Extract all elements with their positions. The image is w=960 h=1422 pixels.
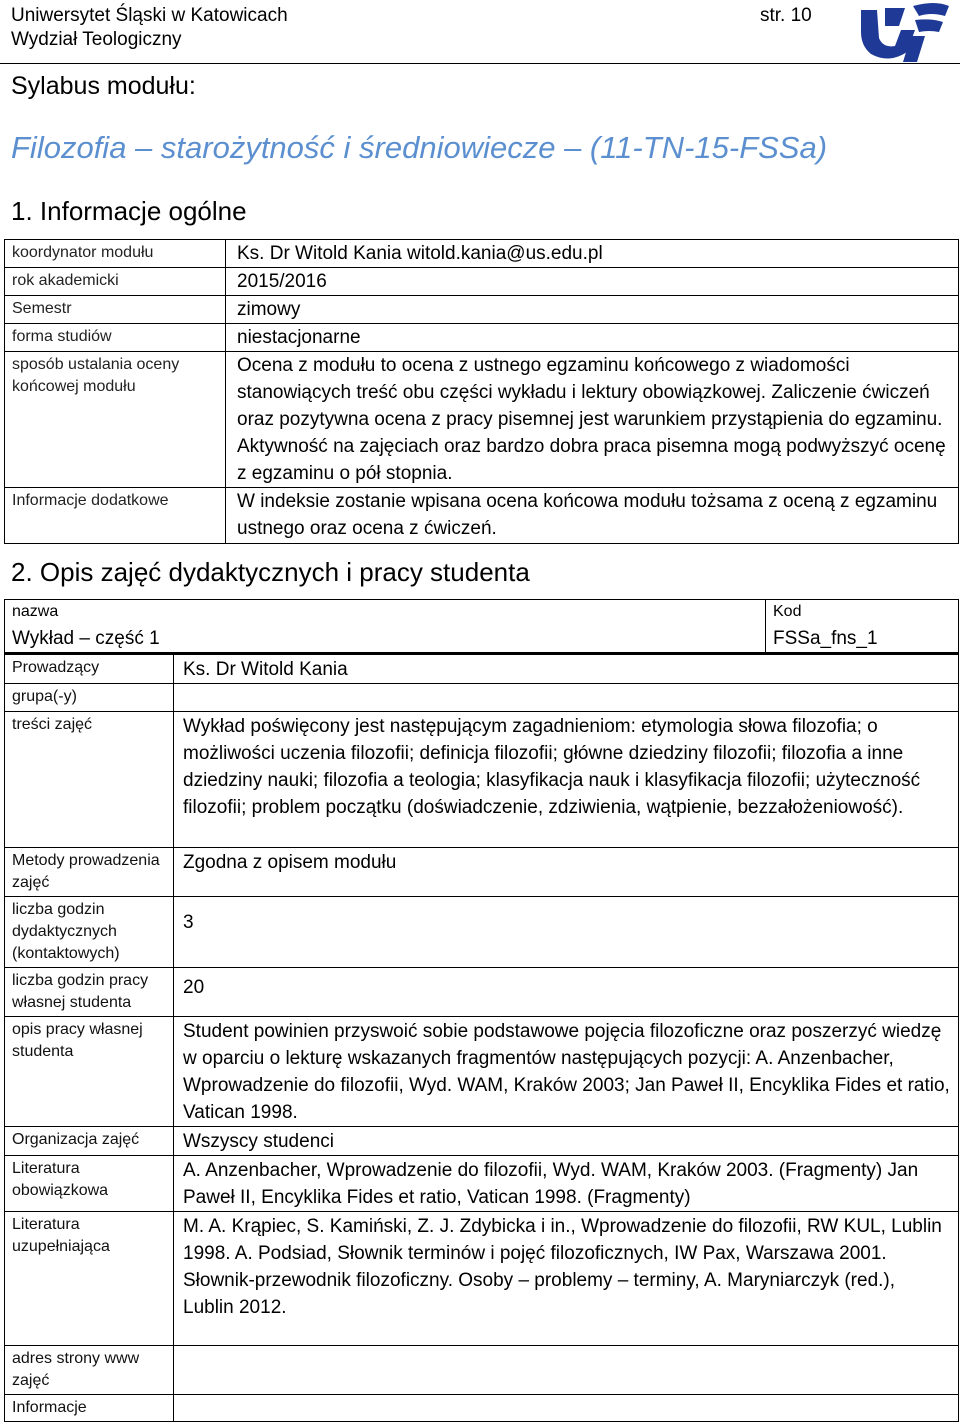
table-row xyxy=(5,897,959,968)
row-label: opis pracy własnej studenta xyxy=(5,1017,174,1127)
row-label: Literatura uzupełniająca xyxy=(5,1212,174,1346)
table-row xyxy=(5,1395,959,1422)
row-value: 3 xyxy=(174,897,959,968)
table-row xyxy=(5,600,959,626)
row-label: liczba godzin dydaktycznych (kontaktowych) xyxy=(5,897,174,968)
table-row xyxy=(5,1127,959,1156)
row-value: M. A. Krąpiec, S. Kamiński, Z. J. Zdybicka i in., Wprowadzenie do filozofii, RW KUL, Lublin 1998. A. Podsiad, Słownik terminów i pojęć filozoficznych, IW Pax, Warszawa 2001. Słownik-przewodnik filozoficzny. Osoby – problemy – terminy, A. Maryniarczyk (red.), Lublin 2012. xyxy=(174,1212,959,1346)
row-label: treści zajęć xyxy=(5,712,174,848)
row-value: 2015/2016 xyxy=(226,268,959,296)
table-row xyxy=(5,352,959,488)
table-row xyxy=(5,1346,959,1395)
row-label: Organizacja zajęć xyxy=(5,1127,174,1156)
table-row xyxy=(5,684,959,712)
name-label: nazwa xyxy=(5,600,766,626)
table-row xyxy=(5,296,959,324)
row-label: Informacje xyxy=(5,1395,174,1422)
row-label: Informacje dodatkowe xyxy=(5,488,226,544)
code-label: Kod xyxy=(766,600,959,626)
row-value: Wszyscy studenci xyxy=(174,1127,959,1156)
course-name: Wykład – część 1 xyxy=(5,626,766,653)
row-label: Literatura obowiązkowa xyxy=(5,1156,174,1212)
row-label: sposób ustalania oceny końcowej modułu xyxy=(5,352,226,488)
table-row xyxy=(5,968,959,1017)
row-value xyxy=(174,1395,959,1422)
section-course-heading: 2. Opis zajęć dydaktycznych i pracy studenta xyxy=(11,557,530,587)
university-name: Uniwersytet Śląski w Katowicach xyxy=(11,5,288,26)
row-value: Wykład poświęcony jest następującym zagadnieniom: etymologia słowa filozofia; o możliwości uczenia filozofii; definicja filozofii; główne dziedziny filozofii; filozofia a inne dziedziny nauki; filozofia a teologia; klasyfikacja nauk i klasyfikacja filozofii; użyteczność filozofii; problem początku (doświadczenie, zdziwienia, wątpienie, bezzałożeniowość). xyxy=(174,712,959,848)
row-label: Metody prowadzenia zajęć xyxy=(5,848,174,897)
row-value: Student powinien przyswoić sobie podstawowe pojęcia filozoficzne oraz poszerzyć wiedzę w oparciu o lekturę wskazanych fragmentów następujących pozycji: A. Anzenbacher, Wprowadzenie do filozofii, Wyd. WAM, Kraków 2003; Jan Paweł II, Encyklika Fides et ratio, Vatican 1998. xyxy=(174,1017,959,1127)
faculty-name: Wydział Teologiczny xyxy=(11,29,182,50)
row-value: A. Anzenbacher, Wprowadzenie do filozofii, Wyd. WAM, Kraków 2003. (Fragmenty) Jan Paweł II, Encyklika Fides et ratio, Vatican 1998. (Fragmenty) xyxy=(174,1156,959,1212)
table-row xyxy=(5,655,959,684)
row-value: W indeksie zostanie wpisana ocena końcowa modułu tożsama z oceną z egzaminu ustnego oraz ocena z ćwiczeń. xyxy=(226,488,959,544)
university-logo xyxy=(855,0,951,62)
row-value: Ks. Dr Witold Kania xyxy=(174,655,959,684)
table-row xyxy=(5,324,959,352)
table-row xyxy=(5,1212,959,1346)
section-general-heading: 1. Informacje ogólne xyxy=(11,196,247,226)
table-row xyxy=(5,626,959,653)
syllabus-heading: Sylabus modułu: xyxy=(11,72,196,100)
table-row xyxy=(5,240,959,268)
table-row xyxy=(5,1156,959,1212)
page-number: str. 10 xyxy=(760,5,812,26)
row-value: Ocena z modułu to ocena z ustnego egzaminu końcowego z wiadomości stanowiących treść obu części wykładu i lektury obowiązkowej. Zaliczenie ćwiczeń oraz pozytywna ocena z pracy pisemnej jest warunkiem przystąpienia do egzaminu. Aktywność na zajęciach oraz bardzo dobra praca pisemna mogą podwyższyć ocenę z egzaminu o pół stopnia. xyxy=(226,352,959,488)
module-title: Filozofia – starożytność i średniowiecze – (11-TN-15-FSSa) xyxy=(11,130,828,165)
row-label: koordynator modułu xyxy=(5,240,226,268)
row-label: grupa(-y) xyxy=(5,684,174,712)
course-details-table xyxy=(4,654,959,1422)
row-label: rok akademicki xyxy=(5,268,226,296)
row-value xyxy=(174,684,959,712)
course-header-table xyxy=(4,599,959,654)
row-label: Semestr xyxy=(5,296,226,324)
table-row xyxy=(5,712,959,848)
row-value: zimowy xyxy=(226,296,959,324)
row-label: adres strony www zajęć xyxy=(5,1346,174,1395)
row-value: Ks. Dr Witold Kania witold.kania@us.edu.pl xyxy=(226,240,959,268)
row-value xyxy=(174,1346,959,1395)
course-code: FSSa_fns_1 xyxy=(766,626,959,653)
row-label: forma studiów xyxy=(5,324,226,352)
row-value: Zgodna z opisem modułu xyxy=(174,848,959,897)
table-row xyxy=(5,268,959,296)
row-label: Prowadzący xyxy=(5,655,174,684)
header-rule xyxy=(0,63,960,64)
row-value: 20 xyxy=(174,968,959,1017)
table-row xyxy=(5,1017,959,1127)
general-info-table xyxy=(4,239,959,544)
row-value: niestacjonarne xyxy=(226,324,959,352)
table-row xyxy=(5,488,959,544)
table-row xyxy=(5,848,959,897)
row-label: liczba godzin pracy własnej studenta xyxy=(5,968,174,1017)
